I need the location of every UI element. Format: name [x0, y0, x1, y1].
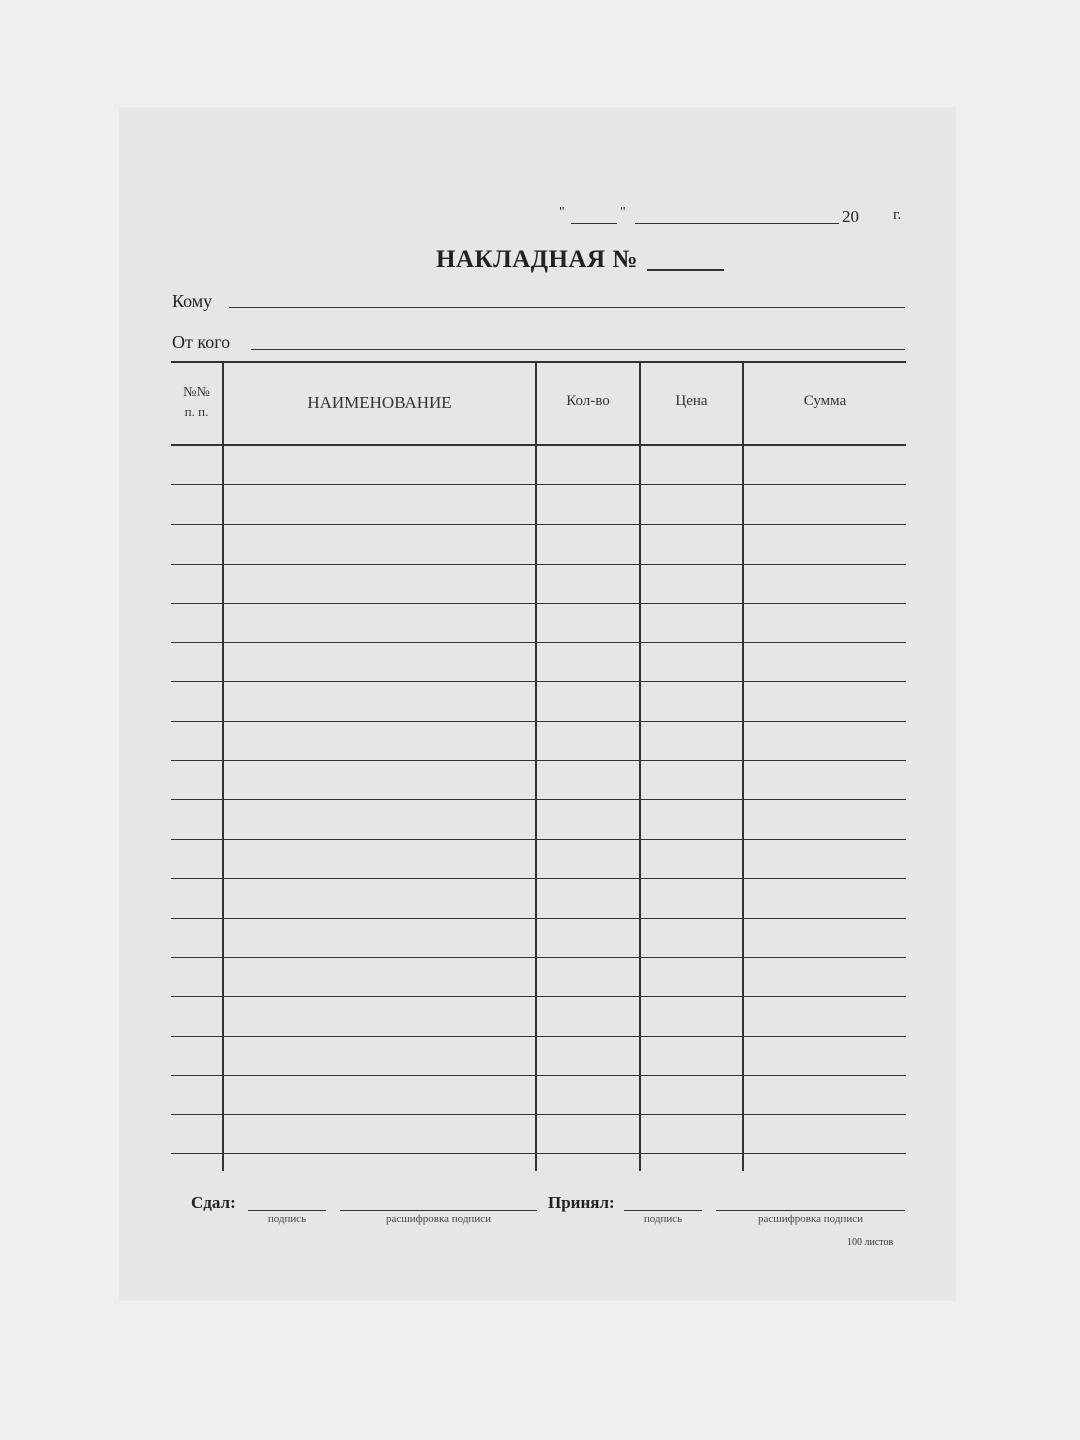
header-price: Цена [675, 393, 708, 409]
table-row[interactable] [171, 957, 906, 958]
month-blank-line[interactable] [635, 223, 839, 224]
header-sum: Сумма [803, 393, 847, 409]
table-row[interactable] [171, 1114, 906, 1115]
table-row[interactable] [171, 721, 906, 722]
column-divider-number [222, 361, 224, 1171]
invoice-title-text: НАКЛАДНАЯ № [436, 246, 638, 273]
to-label: Кому [172, 291, 213, 311]
from-blank-line[interactable] [251, 349, 905, 350]
to-blank-line[interactable] [229, 307, 905, 308]
handed-signature-line[interactable] [248, 1210, 326, 1211]
table-row[interactable] [171, 1153, 906, 1154]
table-header-border [171, 444, 906, 446]
sheet-count-note: 100 листов [847, 1237, 894, 1248]
table-row[interactable] [171, 1036, 906, 1037]
table-row[interactable] [171, 642, 906, 643]
table-row[interactable] [171, 918, 906, 919]
table-row[interactable] [171, 1075, 906, 1076]
handed-label: Сдал: [191, 1193, 236, 1212]
handed-signature-caption: подпись [267, 1213, 307, 1225]
table-row[interactable] [171, 524, 906, 525]
handed-transcript-caption: расшифровка подписи [386, 1213, 491, 1225]
received-transcript-caption: расшифровка подписи [758, 1213, 863, 1225]
column-divider-name [535, 361, 537, 1171]
header-number-line2: п. п. [184, 404, 209, 419]
handed-transcript-line[interactable] [340, 1210, 537, 1211]
column-divider-price [742, 361, 744, 1171]
header-name: НАИМЕНОВАНИЕ [307, 393, 452, 412]
table-row[interactable] [171, 878, 906, 879]
items-table [171, 361, 906, 1173]
header-quantity: Кол-во [566, 393, 610, 409]
table-row[interactable] [171, 996, 906, 997]
date-line [119, 107, 956, 237]
day-blank-line [571, 223, 617, 224]
received-signature-caption: подпись [643, 1213, 683, 1225]
header-number-line1: №№ [183, 385, 210, 400]
from-label: От кого [172, 332, 231, 352]
table-row[interactable] [171, 760, 906, 761]
invoice-number-blank-line[interactable] [647, 269, 724, 271]
table-row[interactable] [171, 681, 906, 682]
header-number [171, 383, 222, 421]
column-divider-quantity [639, 361, 641, 1171]
table-row[interactable] [171, 484, 906, 485]
table-top-border [171, 361, 906, 363]
year-suffix: г. [893, 207, 902, 223]
table-row[interactable] [171, 564, 906, 565]
received-label: Принял: [548, 1193, 615, 1212]
table-row[interactable] [171, 799, 906, 800]
invoice-sheet [119, 107, 956, 1301]
date-open-quote: " [559, 205, 565, 220]
received-transcript-line[interactable] [716, 1210, 905, 1211]
date-close-quote: " [620, 205, 626, 220]
year-prefix: 20 [842, 207, 859, 226]
table-row[interactable] [171, 603, 906, 604]
table-row[interactable] [171, 839, 906, 840]
received-signature-line[interactable] [624, 1210, 702, 1211]
invoice-title [436, 246, 638, 274]
